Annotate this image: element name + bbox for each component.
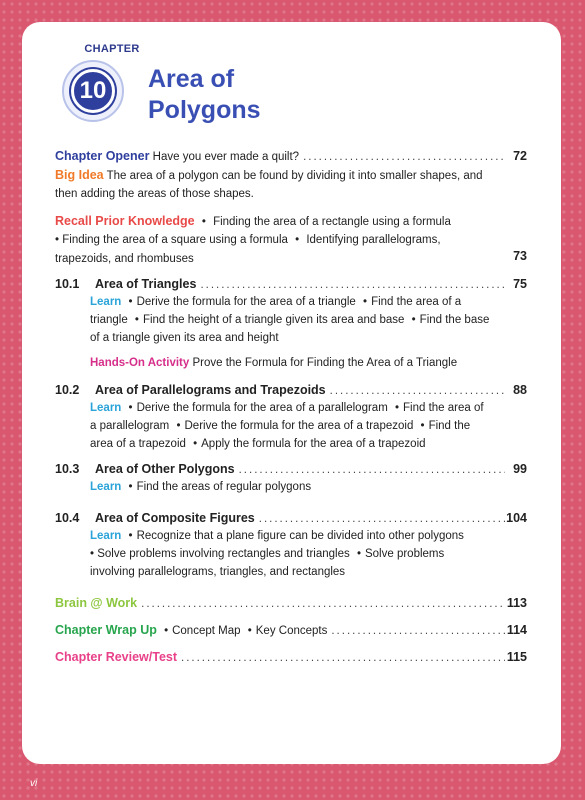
- lesson-10-3-line1: [90, 478, 527, 496]
- bullet: •: [128, 481, 133, 493]
- bullet: •: [201, 216, 206, 228]
- dot-leader: [299, 148, 505, 166]
- lesson-number: 10.1: [55, 277, 80, 291]
- lesson-title: Area of Other Polygons: [95, 462, 235, 476]
- lesson-10-1-line1: [90, 293, 527, 311]
- recall-item: Finding the area of a rectangle using a formula: [213, 216, 451, 228]
- bullet: •: [128, 530, 133, 542]
- learn-item: Find the area of: [403, 402, 484, 414]
- recall-page: 73: [513, 249, 527, 263]
- dot-leader: [326, 382, 505, 400]
- learn-item: Derive the formula for the area of a triangle: [136, 296, 356, 308]
- dot-leader: [177, 649, 505, 667]
- chapter-badge: [62, 60, 124, 122]
- big-idea-label: Big Idea: [55, 168, 104, 182]
- learn-item: Derive the formula for the area of a trapezoid: [184, 420, 414, 432]
- toc-entry-lesson-10-1[interactable]: [55, 275, 527, 294]
- lesson-title: Area of Composite Figures: [95, 511, 255, 525]
- lesson-10-1-line2: [90, 311, 527, 329]
- learn-item: Find the areas of regular polygons: [136, 481, 312, 493]
- lesson-title: Area of Triangles: [95, 277, 197, 291]
- lesson-10-4-line1: [90, 527, 527, 545]
- review-page: 115: [506, 650, 527, 664]
- learn-item: a parallelogram: [90, 420, 170, 432]
- learn-item: triangle: [90, 314, 128, 326]
- learn-item: area of a trapezoid: [90, 438, 186, 450]
- activity-text: Prove the Formula for Finding the Area of a Triangle: [192, 357, 458, 369]
- hands-on-activity[interactable]: [90, 354, 527, 372]
- learn-item: Find the base: [419, 314, 490, 326]
- bullet: •: [128, 296, 133, 308]
- bullet: •: [193, 438, 198, 450]
- learn-item: of a triangle given its area and height: [90, 332, 279, 344]
- lesson-10-2-line3: [90, 435, 527, 453]
- learn-item: Solve problems: [364, 548, 445, 560]
- bullet: •: [55, 234, 60, 246]
- bullet: •: [164, 625, 169, 637]
- lesson-10-2-line1: [90, 399, 527, 417]
- lesson-number: 10.4: [55, 511, 80, 525]
- lesson-page: 88: [513, 383, 527, 397]
- bullet: •: [128, 402, 133, 414]
- bullet: •: [247, 625, 252, 637]
- brain-page: 113: [506, 596, 527, 610]
- recall-item: trapezoids, and rhombuses: [55, 253, 194, 265]
- brain-label: Brain @ Work: [55, 596, 138, 610]
- toc-entry-lesson-10-3[interactable]: [55, 460, 527, 479]
- toc-entry-lesson-10-4[interactable]: [55, 509, 527, 528]
- dot-leader: [327, 622, 505, 640]
- wrap-item: Concept Map: [172, 625, 241, 637]
- lesson-number: 10.3: [55, 462, 80, 476]
- chapter-opener-label: Chapter Opener: [55, 149, 150, 163]
- lesson-number: 10.2: [55, 383, 80, 397]
- wrap-item: Key Concepts: [255, 625, 328, 637]
- learn-item: Recognize that a plane figure can be divided into other polygons: [136, 530, 464, 542]
- learn-label: Learn: [90, 296, 122, 308]
- review-label: Chapter Review/Test: [55, 650, 178, 664]
- recall-label: Recall Prior Knowledge: [55, 214, 195, 228]
- learn-item: Find the: [428, 420, 471, 432]
- learn-label: Learn: [90, 530, 122, 542]
- bullet: •: [295, 234, 300, 246]
- learn-item: Find the area of a: [371, 296, 462, 308]
- activity-label: Hands-On Activity: [90, 357, 190, 369]
- recall-page-row: [255, 247, 527, 266]
- toc-entry-chapter-opener[interactable]: [55, 147, 527, 166]
- recall-item: Identifying parallelograms,: [306, 234, 441, 246]
- toc-entry-wrap-up[interactable]: [55, 621, 527, 640]
- toc-entry-brain-at-work[interactable]: [55, 594, 527, 613]
- page-number: vi: [30, 778, 38, 789]
- wrap-label: Chapter Wrap Up: [55, 623, 157, 637]
- toc-entry-lesson-10-2[interactable]: [55, 381, 527, 400]
- bullet: •: [176, 420, 181, 432]
- bullet: •: [90, 548, 95, 560]
- lesson-10-2-line2: [90, 417, 527, 435]
- learn-item: Apply the formula for the area of a trapezoid: [201, 438, 426, 450]
- toc-entry-review-test[interactable]: [55, 648, 527, 667]
- lesson-10-4-line2: [90, 545, 527, 563]
- bullet: •: [363, 296, 368, 308]
- big-idea-text1: The area of a polygon can be found by dividing it into smaller shapes, and: [106, 170, 483, 182]
- lesson-page: 104: [506, 511, 527, 525]
- dot-leader: [255, 510, 505, 528]
- chapter-opener-text: Have you ever made a quilt?: [152, 151, 300, 163]
- lesson-page: 75: [513, 277, 527, 291]
- bullet: •: [356, 548, 361, 560]
- learn-label: Learn: [90, 402, 122, 414]
- chapter-title-line1: Area of: [148, 65, 235, 93]
- learn-item: Solve problems involving rectangles and triangles: [97, 548, 350, 560]
- wrap-page: 114: [506, 623, 527, 637]
- bullet: •: [411, 314, 416, 326]
- dot-leader: [196, 276, 505, 294]
- recall-item: Finding the area of a square using a formula: [62, 234, 288, 246]
- learn-label: Learn: [90, 481, 122, 493]
- bullet: •: [394, 402, 400, 414]
- big-idea-text2: then adding the areas of those shapes.: [55, 188, 254, 200]
- dot-leader: [235, 461, 505, 479]
- learn-item: involving parallelograms, triangles, and rectangles: [90, 566, 346, 578]
- chapter-title-line2: Polygons: [148, 96, 261, 124]
- lesson-page: 99: [513, 462, 527, 476]
- chapter-number: 10: [71, 69, 115, 113]
- learn-item: Find the height of a triangle given its area and base: [142, 314, 405, 326]
- learn-item: Derive the formula for the area of a parallelogram: [136, 402, 388, 414]
- chapter-label: CHAPTER: [84, 43, 140, 55]
- lesson-title: Area of Parallelograms and Trapezoids: [95, 383, 326, 397]
- chapter-title: [148, 64, 261, 126]
- toc-entry-recall[interactable]: [55, 212, 527, 231]
- chapter-opener-page: 72: [513, 149, 527, 163]
- dot-leader: [137, 595, 505, 613]
- big-idea-line1: [55, 166, 527, 185]
- bullet: •: [420, 420, 425, 432]
- bullet: •: [134, 314, 139, 326]
